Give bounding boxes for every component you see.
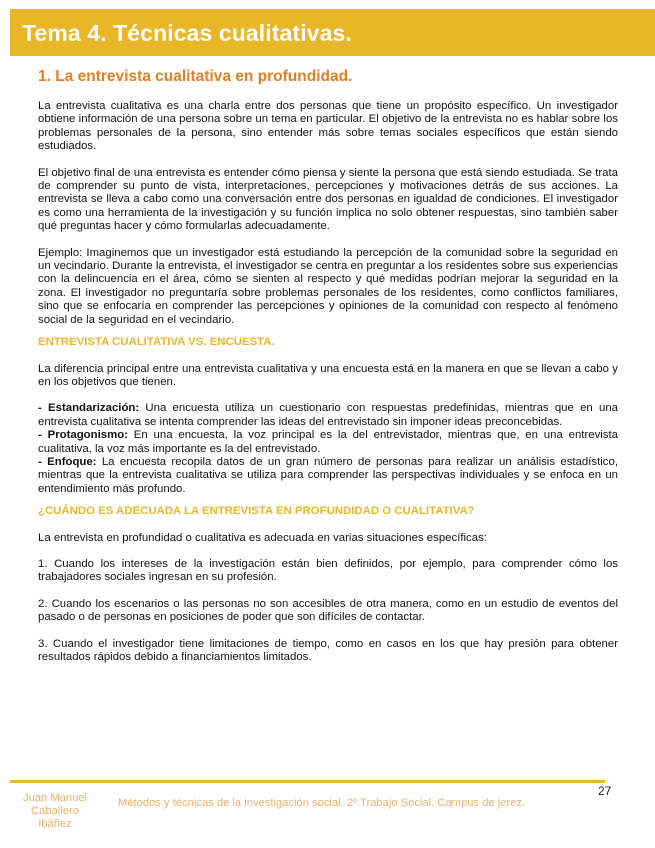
comparison-intro: La diferencia principal entre una entrevista cualitativa y una encuesta está en la manera en que se llevan a cabo y en los objetivos que tienen. <box>38 362 618 388</box>
comparison-heading: ENTREVISTA CUALITATIVA VS. ENCUESTA. <box>38 336 275 349</box>
paragraph-objective: El objetivo final de una entrevista es entender cómo piensa y siente la persona que está siendo estudiada. Se trata de comprender su punto de vista, interpretaciones, percepciones y motivaciones detrás de sus acciones. La entrevista se lleva a cabo como una conversación entre dos personas en igualdad de condiciones. El investigador es como una herramienta de la investigación y su función implica no solo obtener respuestas, sino también saber qué preguntas hacer y cómo formularlas adecuadamente. <box>38 166 618 233</box>
author-line: Caballero <box>31 805 79 817</box>
section-title: 1. La entrevista cualitativa en profundidad. <box>38 68 353 85</box>
when-item-3: 3. Cuando el investigador tiene limitaciones de tiempo, como en casos en los que hay presión para obtener resultados rápidos debido a financiamientos limitados. <box>38 637 618 663</box>
item-label: - Estandarización: <box>38 402 140 415</box>
when-intro: La entrevista en profundidad o cualitativa es adecuada en varias situaciones específicas: <box>38 531 487 544</box>
comparison-item-estandarizacion <box>38 402 618 429</box>
item-text: Una encuesta utiliza un cuestionario con respuestas predefinidas, mientras que en una entrevista cualitativa se intenta comprender las ideas del entrevistado sin imponer ideas preconcebidas. <box>38 402 619 428</box>
item-text: La encuesta recopila datos de un gran número de personas para realizar un análisis estadístico, mientras que la entrevista cualitativa se utiliza para comprender las perspectivas individuales y se enfoca en un entendimiento más profundo. <box>38 455 618 495</box>
when-item-2: 2. Cuando los escenarios o las personas no son accesibles de otra manera, como en un estudio de eventos del pasado o de personas en posiciones de poder que son difíciles de contactar. <box>38 597 618 624</box>
item-text: En una encuesta, la voz principal es la del entrevistador, mientras que, en una entrevista cualitativa, la voz más importante es la del entrevistado. <box>38 429 618 455</box>
main-content <box>38 68 618 664</box>
footer-course: Métodos y técnicas de la investigación social. 2º Trabajo Social. Campus de jerez. <box>118 797 526 809</box>
author-line: Juan Manuel <box>22 792 88 804</box>
author-line: Ibáñez <box>38 818 72 830</box>
paragraph-intro: La entrevista cualitativa es una charla entre dos personas que tiene un propósito específico. Un investigador obtiene información de una persona sobre un tema en particular. El objetivo de la entrevista no es hablar sobre los problemas personales de la persona, sino entender más sobre temas sociales específicos que están siendo estudiados. <box>38 100 618 153</box>
footer-author <box>16 792 94 831</box>
item-label: - Enfoque: <box>38 455 97 468</box>
when-item-1: 1. Cuando los intereses de la investigación están bien definidos, por ejemplo, para comprender cómo los trabajadores sociales ingresan en su profesión. <box>38 557 618 584</box>
when-heading: ¿CUÁNDO ES ADECUADA LA ENTREVISTA EN PROFUNDIDAD O CUALITATIVA? <box>38 505 475 518</box>
comparison-item-protagonismo <box>38 429 618 456</box>
paragraph-example: Ejemplo: Imaginemos que un investigador está estudiando la percepción de la comunidad sobre la seguridad en un vecindario. Durante la entrevista, el investigador se centra en preguntar a los residentes sobre sus experiencias con la delincuencia en el área, cómo se sienten al respecto y qué medidas podrían mejorar la seguridad en la zona. El investigador no preguntaría sobre problemas personales de los residentes, como conflictos familiares, sino que se enfocaría en comprender las percepciones y opiniones de la comunidad con respecto al fenómeno social de la seguridad en el vecindario. <box>38 246 618 326</box>
page-title: Tema 4. Técnicas cualitativas. <box>22 20 352 46</box>
page-number: 27 <box>598 784 612 798</box>
footer-rule <box>10 780 605 783</box>
item-label: - Protagonismo: <box>38 429 128 442</box>
comparison-item-enfoque <box>38 456 618 496</box>
